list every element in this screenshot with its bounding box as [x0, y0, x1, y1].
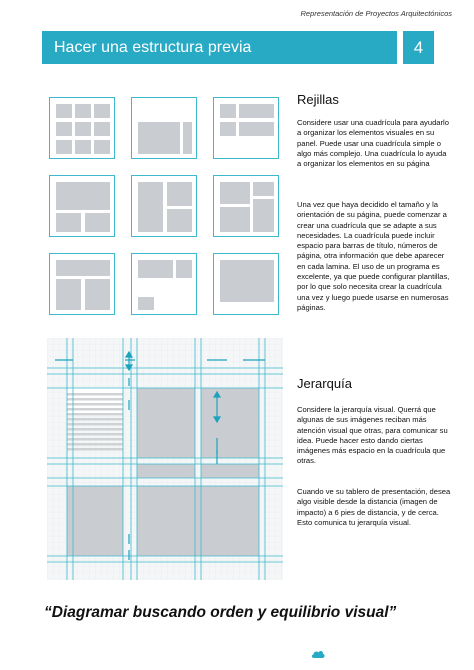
jerarquia-paragraph-1: Considere la jerarquía visual. Querrá que algunas de sus imágenes reciban más atención visual que otras, para comunicar su idea. Puede hacer esto dando ciertas imágenes más espacio en la cuadrícula que otras.: [297, 405, 448, 466]
page-number: 4: [403, 31, 434, 64]
banner-title: Hacer una estructura previa: [54, 39, 252, 56]
grid-thumb-2: [131, 97, 197, 159]
grid-thumb-8: [131, 253, 197, 315]
grid-thumb-1: [49, 97, 115, 159]
grid-thumb-4: [49, 175, 115, 237]
running-header: Representación de Proyectos Arquitectónicos: [300, 9, 452, 18]
layout-grid-diagram: [47, 338, 283, 580]
grid-thumb-3: [213, 97, 279, 159]
closing-quote: “Diagramar buscando orden y equilibrio visual”: [44, 604, 397, 621]
grid-thumb-6: [213, 175, 279, 237]
section-title-rejillas: Rejillas: [297, 92, 339, 107]
grid-thumb-7: [49, 253, 115, 315]
rejillas-paragraph-2: Una vez que haya decidido el tamaño y la orientación de su página, puede comenzar a crear una cuadrícula que se adapte a sus necesidades. La cuadrícula puede incluir espacio para barras de título, números de página, otra información que debe aparecer en cada lamina. El uso de un programa es excelente, ya que puede configurar plantillas, por lo que solo necesita crear la cuadrícula una vez y luego puede usarse en numerosas páginas.: [297, 200, 450, 312]
section-title-jerarquia: Jerarquía: [297, 376, 352, 391]
grid-thumb-5: [131, 175, 197, 237]
jerarquia-paragraph-2: Cuando ve su tablero de presentación, desea algo visible desde la distancia (imagen de impacto) a 6 pies de distancia, y de cerca. Esto comunica tu jerarquía visual.: [297, 487, 451, 527]
rejillas-paragraph-1: Considere usar una cuadrícula para ayudarlo a organizar los elementos visuales en su panel. Puede usar una cuadrícula simple o algo más complejo. Una cuadrícula lo ayuda a organizar los elementos en su página: [297, 118, 449, 169]
grid-thumb-9: [213, 253, 279, 315]
section-banner: [42, 31, 397, 64]
cloud-icon: [311, 649, 325, 658]
